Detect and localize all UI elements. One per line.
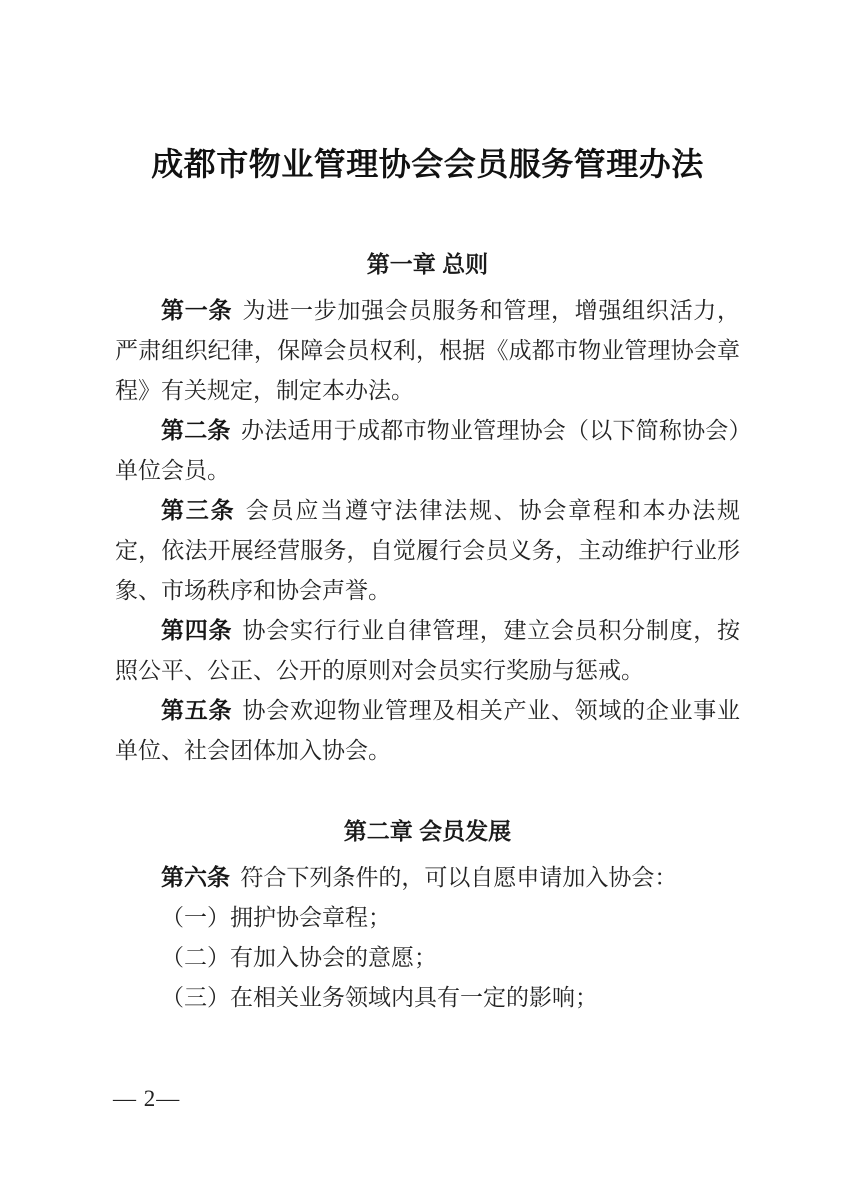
chapter-2-heading: 第二章 会员发展: [343, 818, 512, 844]
article-text: 会员应当遵守法律法规、协会章程和本办法规定，依法开展经营服务，自觉履行会员义务，主动维护行业形象、市场秩序和协会声誉。: [115, 498, 741, 603]
article-label: 第四条: [161, 618, 233, 643]
list-item: （一）拥护协会章程；: [161, 905, 391, 930]
page-number: — 2—: [113, 1086, 181, 1111]
article-text: 协会欢迎物业管理及相关产业、领域的企业事业单位、社会团体加入协会。: [115, 698, 741, 763]
article-label: 第二条: [161, 418, 231, 443]
article-label: 第五条: [161, 698, 233, 723]
document-title: 成都市物业管理协会会员服务管理办法: [151, 146, 704, 182]
article-text: 为进一步加强会员服务和管理，增强组织活力，严肃组织纪律，保障会员权利，根据《成都市物业管理协会章程》有关规定，制定本办法。: [115, 298, 741, 403]
article-text: 符合下列条件的，可以自愿申请加入协会：: [240, 865, 678, 890]
document-body: [0, 146, 850, 1018]
article-paragraph: [115, 491, 740, 611]
article-paragraph: [115, 291, 740, 411]
article-paragraph: [115, 411, 740, 491]
list-item: （三）在相关业务领域内具有一定的影响；: [161, 985, 598, 1010]
chapter-1-heading: 第一章 总则: [366, 251, 489, 277]
article-paragraph: [115, 611, 740, 691]
article-label: 第一条: [161, 298, 233, 323]
article-text: 办法适用于成都市物业管理协会（以下简称协会）单位会员。: [115, 418, 741, 483]
article-paragraph: [115, 858, 740, 898]
article-text: 协会实行行业自律管理，建立会员积分制度，按照公平、公正、公开的原则对会员实行奖励与惩戒。: [115, 618, 741, 683]
article-label: 第六条: [161, 865, 230, 890]
article-paragraph: [115, 691, 740, 771]
article-label: 第三条: [161, 498, 236, 523]
list-item: （二）有加入协会的意愿；: [161, 945, 437, 970]
